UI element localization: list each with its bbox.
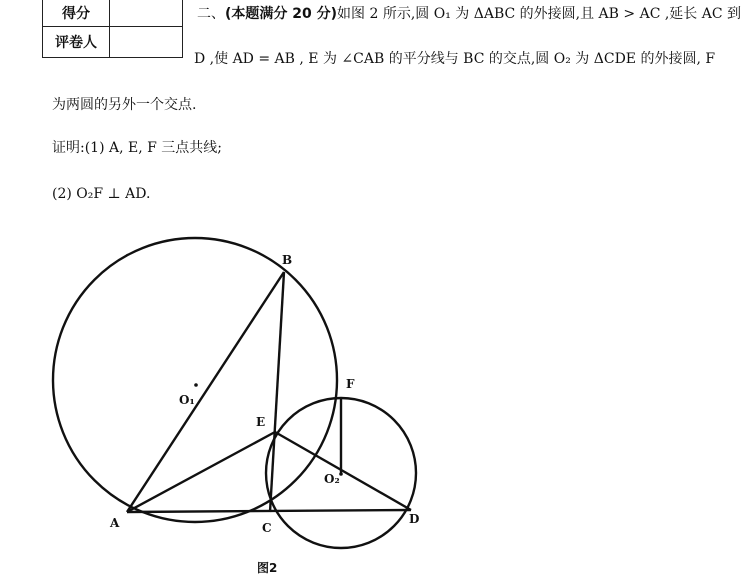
figure-caption: 图2 bbox=[257, 561, 278, 575]
segment-ae bbox=[127, 432, 275, 512]
problem-points: (本题满分 20 分) bbox=[225, 6, 338, 22]
point-o1-dot bbox=[194, 383, 198, 387]
label-f: F bbox=[346, 377, 355, 391]
label-a: A bbox=[110, 516, 120, 530]
label-c: C bbox=[262, 521, 272, 535]
grader-label: 评卷人 bbox=[43, 27, 110, 58]
segment-ed bbox=[275, 432, 411, 510]
label-o2: O₂ bbox=[324, 472, 340, 486]
problem-text-3: 为两圆的另外一个交点. bbox=[52, 97, 197, 113]
problem-text-2: D ,使 AD = AB , E 为 ∠CAB 的平分线与 BC 的交点,圆 O₂ 为 ΔCDE 的外接圆, F bbox=[194, 51, 716, 67]
problem-text-1: 如图 2 所示,圆 O₁ 为 ΔABC 的外接圆,且 AB > AC ,延长 AC 到 bbox=[337, 6, 742, 22]
label-d: D bbox=[409, 512, 420, 526]
label-e: E bbox=[256, 415, 266, 429]
circle-o1 bbox=[53, 238, 337, 522]
label-b: B bbox=[282, 253, 293, 267]
segment-bc bbox=[270, 272, 284, 512]
segment-ab bbox=[127, 272, 284, 512]
label-o1: O₁ bbox=[179, 393, 195, 407]
proof-text-1: 证明:(1) A, E, F 三点共线; bbox=[52, 140, 223, 156]
problem-number: 二、 bbox=[197, 6, 225, 22]
proof-text-2: (2) O₂F ⊥ AD. bbox=[52, 186, 151, 202]
score-label: 得分 bbox=[43, 0, 110, 27]
point-o2-dot bbox=[339, 472, 343, 476]
